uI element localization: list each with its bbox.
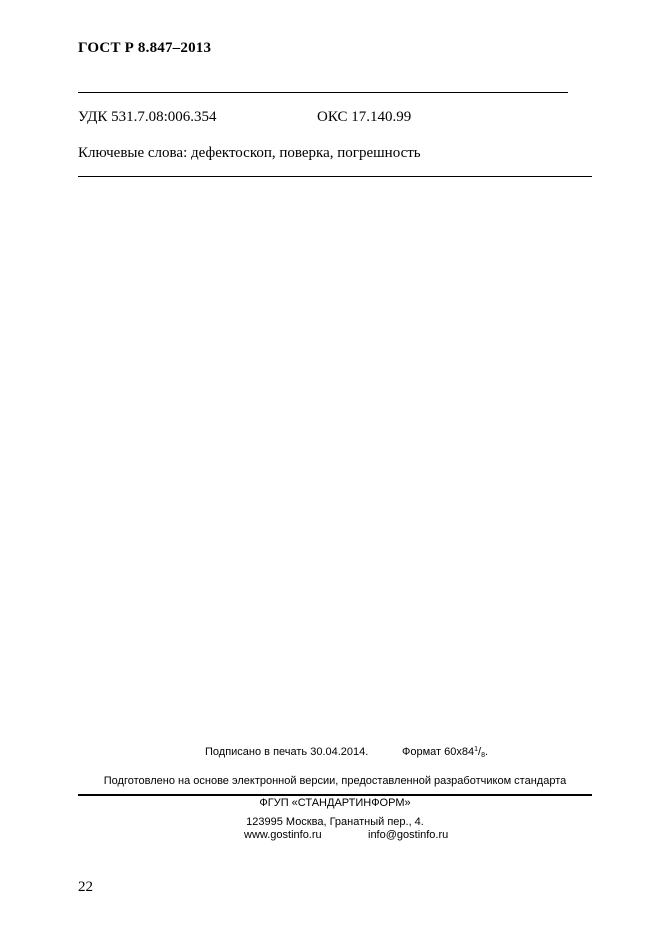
- publisher-email: info@gostinfo.ru: [368, 829, 449, 841]
- keywords-line: Ключевые слова: дефектоскоп, поверка, погрешность: [78, 145, 421, 161]
- format-suffix: .: [484, 746, 489, 758]
- keywords-divider: [78, 176, 592, 177]
- imprint-divider: [78, 794, 592, 796]
- document-code: ГОСТ Р 8.847–2013: [78, 40, 212, 56]
- format-denominator: 8: [481, 752, 485, 759]
- header-divider: [78, 92, 568, 93]
- prepared-note: Подготовлено на основе электронной версии, предоставленной разработчиком стандарта: [103, 775, 567, 787]
- format-prefix: Формат 60x84: [402, 746, 475, 758]
- udk-code: УДК 531.7.08:006.354: [78, 109, 217, 125]
- oks-code: ОКС 17.140.99: [317, 109, 412, 125]
- publisher-website: www.gostinfo.ru: [244, 829, 322, 841]
- publisher-name: ФГУП «СТАНДАРТИНФОРМ»: [259, 797, 411, 809]
- paper-format: Формат $60x84^1/_8$.: [402, 746, 489, 759]
- format-numerator: 1: [474, 746, 479, 753]
- publisher-address: 123995 Москва, Гранатный пер., 4.: [246, 816, 424, 828]
- page-number: 22: [78, 879, 93, 895]
- signed-date: Подписано в печать 30.04.2014.: [205, 746, 369, 758]
